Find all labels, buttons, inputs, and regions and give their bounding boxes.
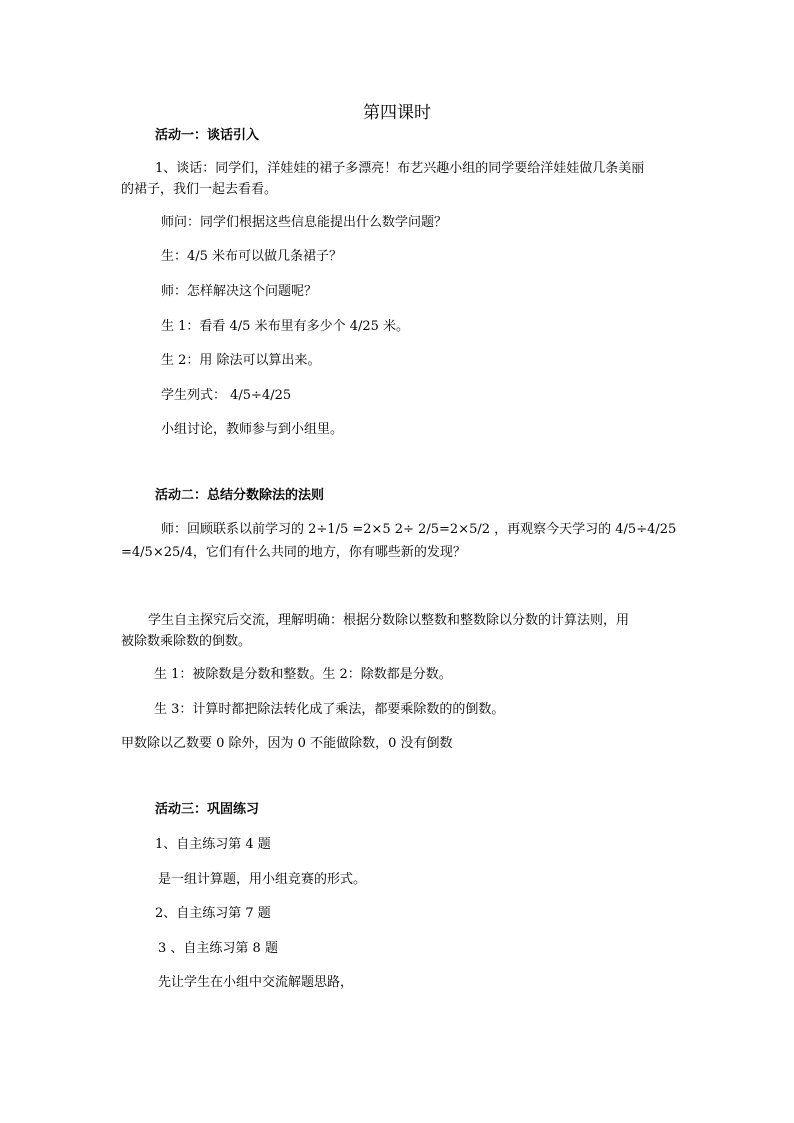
activity2-review-line1: 师：回顾联系以前学习的 2÷1/5 =2×5 2÷ 2/5=2×5/2 ，再观察今天学习的 4/5÷4/25 (161, 522, 677, 537)
activity1-formula: 学生列式： 4/5÷4/25 (161, 388, 292, 403)
activity1-student1: 生 1：看看 4/5 米布里有多少个 4/25 米。 (161, 319, 410, 334)
activity3-heading: 活动三：巩固练习 (155, 802, 260, 817)
activity3-item3: 3 、自主练习第 8 题 (158, 941, 278, 956)
activity3-item2: 2、自主练习第 7 题 (155, 906, 271, 921)
activity1-teacher-how: 师：怎样解决这个问题呢？ (161, 284, 318, 299)
activity3-item1-desc: 是一组计算题，用小组竞赛的形式。 (158, 872, 367, 887)
activity1-intro-line2: 的裙子，我们一起去看看。 (121, 182, 278, 197)
activity2-heading: 活动二：总结分数除法的法则 (155, 488, 325, 503)
activity2-student12: 生 1：被除数是分数和整数。生 2：除数都是分数。 (154, 667, 452, 682)
activity1-intro-line1: 1、谈话：同学们，洋娃娃的裙子多漂亮！布艺兴趣小组的同学要给洋娃娃做几条美丽 (155, 161, 645, 176)
page-title: 第四课时 (363, 103, 431, 123)
activity1-discussion: 小组讨论，教师参与到小组里。 (161, 422, 344, 437)
activity1-teacher-question: 师问：同学们根据这些信息能提出什么数学问题？ (161, 215, 448, 230)
activity1-student2: 生 2：用 除法可以算出来。 (161, 353, 321, 368)
activity1-heading: 活动一：谈话引入 (155, 128, 260, 143)
activity3-item1: 1、自主练习第 4 题 (155, 837, 271, 852)
activity2-explore-line2: 被除数乘除数的倒数。 (121, 634, 252, 649)
activity2-review-line2: =4/5×25/4，它们有什么共同的地方，你有哪些新的发现？ (121, 545, 466, 560)
activity2-note: 甲数除以乙数要 0 除外，因为 0 不能做除数，0 没有倒数 (121, 736, 453, 751)
activity3-item3-desc: 先让学生在小组中交流解题思路， (158, 975, 354, 990)
activity2-student3: 生 3：计算时都把除法转化成了乘法，都要乘除数的的倒数。 (154, 702, 505, 717)
activity2-explore-line1: 学生自主探究后交流，理解明确：根据分数除以整数和整数除以分数的计算法则，用 (148, 613, 630, 628)
activity1-student-answer: 生：4/5 米布可以做几条裙子？ (161, 249, 343, 264)
